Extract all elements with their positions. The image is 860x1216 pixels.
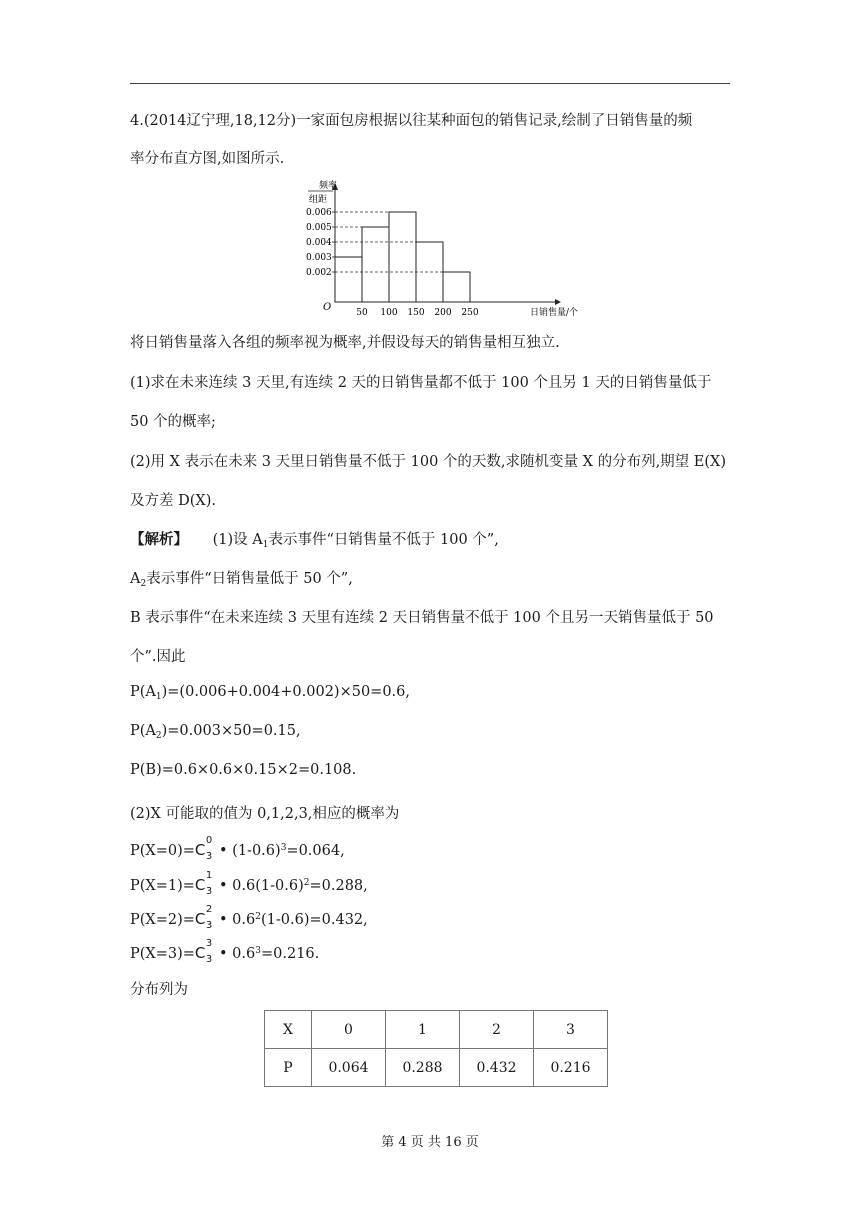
frequency-histogram	[305, 178, 595, 320]
px3-b: • 0.6	[214, 946, 256, 962]
table-cell: 0.216	[534, 1049, 608, 1087]
table-cell: 0.064	[312, 1049, 386, 1087]
problem-line-3: 将日销售量落入各组的频率视为概率,并假设每天的销售量相互独立.	[130, 335, 560, 351]
page-footer: 第 4 页 共 16 页	[381, 1135, 479, 1150]
problem-line-2: 率分布直方图,如图所示.	[130, 151, 285, 167]
y-tick-label: 0.003	[306, 253, 332, 263]
px0-exp: 3	[280, 843, 287, 853]
px1-b: • 0.6(1-0.6)	[214, 878, 304, 894]
y-tick-label: 0.002	[306, 268, 332, 278]
p1-sub: 1	[155, 692, 162, 702]
y-tick-label: 0.006	[306, 208, 332, 218]
distribution-table	[264, 1010, 608, 1087]
p2-a: P(A	[130, 723, 156, 739]
x-axis-label: 日销售量/个	[530, 308, 579, 318]
px0-c: =0.064,	[286, 843, 345, 859]
origin-label: O	[323, 302, 332, 313]
histogram-bar	[389, 212, 416, 302]
prob-a1-line	[130, 684, 730, 702]
table-cell: X	[265, 1011, 312, 1049]
solution-heading: 【解析】	[130, 531, 188, 548]
prob-b-line: P(B)=0.6×0.6×0.15×2=0.108.	[130, 762, 357, 778]
px0-line	[130, 835, 730, 862]
s1-subscript: 1	[262, 540, 269, 550]
header-rule	[130, 83, 730, 84]
s2-rest: 表示事件“日销售量低于 50 个”,	[146, 571, 353, 587]
s1-lead: (1)设 A	[212, 532, 263, 548]
table-cell: P	[265, 1049, 312, 1087]
comb-n: 3	[205, 851, 213, 862]
table-row	[265, 1049, 608, 1087]
comb-n: 3	[205, 920, 213, 931]
y-tick-label: 0.005	[306, 223, 332, 233]
px1-a: P(X=1)=	[130, 878, 195, 894]
table-cell: 0	[312, 1011, 386, 1049]
table-cell: 0.288	[386, 1049, 460, 1087]
s2-subscript: 2	[140, 579, 147, 589]
px2-b: • 0.6	[214, 912, 256, 928]
comb-letter: C	[194, 944, 206, 962]
histogram-bar	[335, 257, 362, 302]
histogram-bar	[443, 272, 470, 302]
p1-a: P(A	[130, 684, 156, 700]
table-cell: 2	[460, 1011, 534, 1049]
x-tick-label: 200	[434, 308, 452, 318]
table-row	[265, 1011, 608, 1049]
solution-line-3b: 个”.因此	[130, 649, 186, 665]
px2-line	[130, 904, 730, 931]
px2-a: P(X=2)=	[130, 912, 195, 928]
p1-b: )=(0.006+0.004+0.002)×50=0.6,	[161, 684, 410, 700]
solution-line-3a: B 表示事件“在未来连续 3 天里有连续 2 天日销售量不低于 100 个且另一天销售量低于 50	[130, 610, 714, 626]
solution-line-2	[130, 567, 730, 589]
distribution-label: 分布列为	[130, 982, 188, 998]
table-cell: 0.432	[460, 1049, 534, 1087]
combination-symbol	[194, 938, 214, 965]
px3-a: P(X=3)=	[130, 946, 195, 962]
comb-k: 1	[205, 870, 213, 881]
x-tick-label: 250	[461, 308, 479, 318]
x-tick-label: 100	[380, 308, 398, 318]
px3-exp: 3	[255, 946, 261, 956]
p2-b: )=0.003×50=0.15,	[161, 723, 301, 739]
part2-line-a: (2)用 X 表示在未来 3 天里日销售量不低于 100 个的天数,求随机变量 X 的分布列,期望 E(X)	[130, 454, 727, 470]
px2-exp: 2	[255, 912, 261, 922]
comb-n: 3	[205, 954, 213, 965]
problem-line-1: 4.(2014辽宁理,18,12分)一家面包房根据以往某种面包的销售记录,绘制了日销售量的频	[130, 113, 693, 129]
comb-k: 0	[205, 835, 213, 846]
solution-line-1	[130, 528, 730, 550]
px0-b: • (1-0.6)	[214, 843, 281, 859]
part2-line-b: 及方差 D(X).	[130, 493, 216, 509]
combination-symbol	[194, 904, 214, 931]
comb-n: 3	[205, 886, 213, 897]
x-tick-label: 150	[407, 308, 425, 318]
part1-line-a: (1)求在未来连续 3 天里,有连续 2 天的日销售量都不低于 100 个且另 1 天的日销售量低于	[130, 375, 712, 391]
comb-letter: C	[194, 910, 206, 928]
x-axis-arrow	[555, 299, 561, 305]
table-cell: 1	[386, 1011, 460, 1049]
table-cell: 3	[534, 1011, 608, 1049]
values-line: (2)X 可能取的值为 0,1,2,3,相应的概率为	[130, 806, 400, 822]
x-tick-label: 50	[356, 308, 368, 318]
part1-line-b: 50 个的概率;	[130, 414, 216, 430]
comb-k: 3	[205, 938, 213, 949]
px1-line	[130, 870, 730, 897]
px1-exp: 2	[303, 878, 310, 888]
p2-sub: 2	[155, 731, 162, 741]
px2-c: (1-0.6)=0.432,	[260, 912, 368, 928]
px3-line	[130, 938, 730, 965]
y-axis-label-top: 频率	[319, 181, 338, 191]
s2-lead: A	[130, 571, 141, 587]
px0-a: P(X=0)=	[130, 843, 195, 859]
y-axis-label-bottom: 组距	[309, 195, 328, 205]
y-tick-label: 0.004	[306, 238, 332, 248]
px3-c: =0.216.	[260, 946, 320, 962]
histogram-bar	[362, 227, 389, 302]
comb-letter: C	[194, 841, 206, 859]
combination-symbol	[194, 870, 214, 897]
combination-symbol	[194, 835, 214, 862]
comb-k: 2	[205, 904, 213, 915]
prob-a2-line	[130, 723, 730, 741]
comb-letter: C	[194, 876, 206, 894]
px1-c: =0.288,	[309, 878, 368, 894]
s1-rest: 表示事件“日销售量不低于 100 个”,	[268, 532, 499, 548]
